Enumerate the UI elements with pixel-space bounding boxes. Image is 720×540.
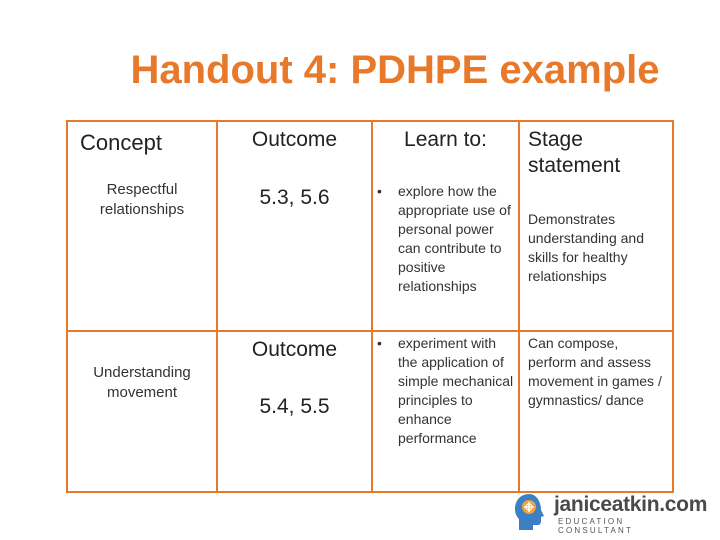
column-divider — [518, 120, 520, 493]
logo-tagline: EDUCATION CONSULTANT — [558, 517, 634, 535]
row1-outcome: 5.3, 5.6 — [259, 186, 330, 209]
row1-concept: Respectful relationships — [99, 181, 185, 218]
row2-concept: Understanding movement — [93, 364, 191, 401]
row1-bullet: • — [377, 183, 382, 199]
page-title: Handout 4: PDHPE example — [130, 48, 660, 92]
column-divider — [371, 120, 373, 493]
header-learn-to: Learn to: — [404, 128, 487, 151]
logo-wordmark: janiceatkin.com — [554, 493, 708, 516]
column-divider — [216, 120, 218, 493]
header-concept: Concept — [80, 130, 162, 155]
row1-learn: explore how the appropriate use of personal power can contribute to positive relationships — [398, 183, 511, 294]
company-logo — [512, 492, 708, 535]
row2-stage: Can compose, perform and assess movement in games / gymnastics/ dance — [528, 335, 662, 408]
header-outcome: Outcome — [251, 128, 338, 151]
row2-outcome: 5.4, 5.5 — [259, 395, 330, 418]
row2-learn: experiment with the application of simple mechanical principles to enhance performance — [398, 335, 514, 446]
row2-outcome-label: Outcome — [251, 338, 338, 361]
row1-stage: Demonstrates understanding and skills for healthy relationships — [528, 211, 644, 284]
row2-bullet: • — [377, 335, 382, 351]
pdhpe-table — [66, 120, 674, 493]
header-stage-statement: Stage statement — [528, 128, 621, 177]
row-divider — [66, 330, 674, 332]
head-profile-icon — [512, 492, 546, 532]
